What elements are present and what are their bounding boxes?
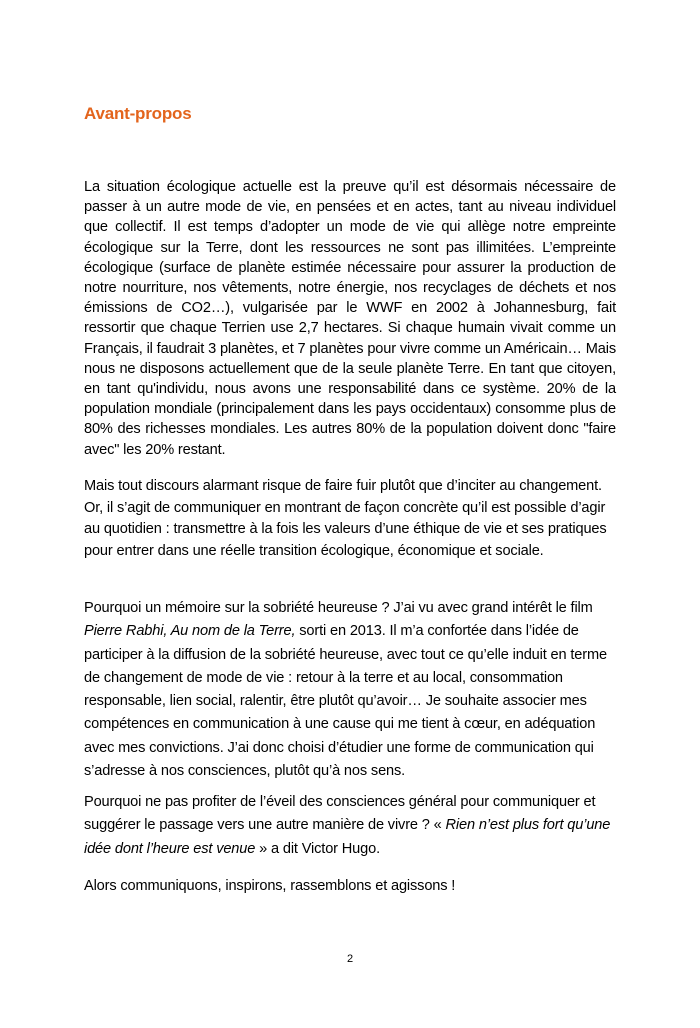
page-number: 2	[346, 953, 354, 965]
section-heading: Avant-propos	[84, 104, 192, 123]
paragraph-alarming-discourse: Mais tout discours alarmant risque de faire fuir plutôt que d’inciter au changement. Or, il s’agit de communiquer en montrant de façon concrète qu’il est possible d’agir au quotidien : transmettre à la fois les valeurs d’une éthique de vie et ses pratiques pour entrer dans une réelle transition écologique, économique et sociale.	[84, 478, 607, 559]
paragraph-victor-hugo-quote	[84, 791, 616, 861]
quote-text: Rien n’est plus fort qu’une idée dont l’heure est venue	[84, 817, 611, 857]
paragraph-text: Pourquoi un mémoire sur la sobriété heureuse ? J’ai vu avec grand intérêt le film	[84, 600, 593, 616]
paragraph-ecological-situation: La situation écologique actuelle est la preuve qu’il est désormais nécessaire de passer à un autre mode de vie, en pensées et en actes, tant au niveau individuel que collectif. Il est temps d’adopter un mode de vie qui allège notre empreinte écologique sur la Terre, dont les ressources ne sont pas illimitées. L’empreinte écologique (surface de planète estimée nécessaire pour assurer la production de notre nourriture, nos vêtements, notre énergie, nos recyclages de déchets et nos émissions de CO2…), vulgarisée par le WWF en 2002 à Johannesburg, fait ressortir que chaque Terrien use 2,7 hectares. Si chaque humain vivait comme un Français, il faudrait 3 planètes, et 7 planètes pour vivre comme un Américain… Mais nous ne disposons actuellement que de la seule planète Terre. En tant que citoyen, en tant qu'individu, nous avons une responsabilité dans ce système. 20% de la population mondiale (principalement dans les pays occidentaux) consomme plus de 80% des richesses mondiales. Les autres 80% de la population doivent donc "faire avec" les 20% restant.	[84, 179, 616, 458]
paragraph-text: Pourquoi ne pas profiter de l’éveil des consciences général pour communiquer et suggérer le passage vers une autre manière de vivre ? «	[84, 794, 596, 834]
paragraph-text: sorti en 2013. Il m’a confortée dans l’idée de participer à la diffusion de la sobriété heureuse, avec tout ce qu’elle induit en terme de changement de mode de vie : retour à la terre et au local, consommation responsable, lien social, ralentir, être plutôt qu’avoir… Je souhaite associer mes compétences en communication à une cause qui me tient à cœur, en adéquation avec mes convictions. J’ai donc choisi d’étudier une forme de communication qui s’adresse à nos consciences, plutôt qu’à nos sens.	[84, 623, 607, 780]
film-title: Pierre Rabhi, Au nom de la Terre,	[84, 623, 296, 640]
paragraph-why-thesis	[84, 597, 616, 783]
paragraph-text: » a dit Victor Hugo.	[255, 840, 380, 857]
paragraph-closing: Alors communiquons, inspirons, rassemblons et agissons !	[84, 878, 456, 894]
